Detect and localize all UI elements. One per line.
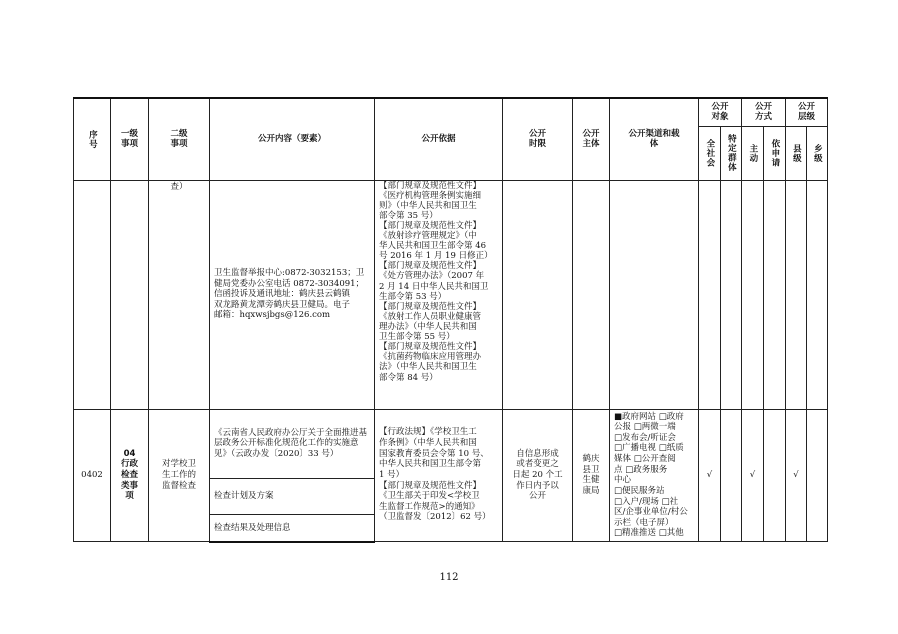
header-seq: 序号 xyxy=(74,98,111,180)
row2-object-all-check: √ xyxy=(699,409,721,542)
header-level1: 一级事项 xyxy=(111,98,149,180)
row1-object-special xyxy=(721,180,742,409)
row2-content-item-2: 检查计划及方案 xyxy=(210,478,375,515)
header-object-all: 全社会 xyxy=(699,126,721,180)
row1-time-limit xyxy=(503,180,573,409)
row2-channel: ■政府网站 □政府 公报 □两微一端 □发布会/听证会 □广播电视 □纸质 媒体 □公开查阅 点 □政务服务 中心 □便民服务站 □入户/现场 □社 区/企事业单位/村公 示栏（电子屏） □精准推送 □其他 xyxy=(610,409,699,542)
row2-content-item-1: 《云南省人民政府办公厅关于全面推进基层政务公开标准化规范化工作的实施意见》（云政办发〔2020〕33 号） xyxy=(210,409,375,478)
header-level-town: 乡级 xyxy=(807,126,828,180)
row2-content-item-3: 检查结果及处理信息 xyxy=(210,515,375,542)
row2-time-limit: 自信息形成 或者变更之 日起 20 个工 作日内予以 公开 xyxy=(503,409,573,542)
header-method-active: 主动 xyxy=(742,126,764,180)
row1-subject xyxy=(573,180,610,409)
page-number: 112 xyxy=(439,572,459,583)
disclosure-table xyxy=(73,97,828,543)
row2-level-town-check xyxy=(807,409,828,542)
header-level2: 二级事项 xyxy=(149,98,210,180)
header-method-apply: 依申请 xyxy=(764,126,786,180)
row2-level2: 对学校卫生工作的监督检查 xyxy=(149,409,210,542)
row1-level-county xyxy=(786,180,807,409)
row2-level1: 04 行政检查类事项 xyxy=(111,409,149,542)
row1-channel xyxy=(610,180,699,409)
header-object-special: 特定群体 xyxy=(721,126,742,180)
row1-basis: 【部门规章及规范性文件】 《医疗机构管理条例实施细 则》（中华人民共和国卫生 部令第 35 号） 【部门规章及规范性文件】 《放射诊疗管理规定》（中 华人民共和国卫生部令第 46 号 2016 年 1 月 19 日修正） 【部门规章及规范性文件】 《处方管理办法》（2007 年 2 月 14 日中华人民共和国卫 生部令第 53 号） 【部门规章及规范性文件】 《放射工作人员职业健康管 理办法》（中华人民共和国 卫生部令第 55 号） 【部门规章及规范性文件】 《抗菌药物临床应用管理办 法》（中华人民共和国卫生 部令第 84 号） xyxy=(375,180,503,409)
header-content: 公开内容（要素） xyxy=(210,98,375,180)
row1-method-active xyxy=(742,180,764,409)
row1-level2: 查） xyxy=(149,180,210,409)
header-time-limit: 公开时限 xyxy=(503,98,573,180)
row2-level-county-check: √ xyxy=(786,409,807,542)
header-channel: 公开渠道和载体 xyxy=(610,98,699,180)
row1-seq xyxy=(74,180,111,409)
table-row xyxy=(74,409,828,478)
row1-level-town xyxy=(807,180,828,409)
header-row-1 xyxy=(74,98,828,126)
table-row xyxy=(74,180,828,409)
row2-seq: 0402 xyxy=(74,409,111,542)
row1-content: 卫生监督举报中心:0872-3032153；卫 健局党委办公室电话 0872-3034091； 信函投诉及通讯地址：鹤庆县云鹤镇 双龙路黄龙潭旁鹤庆县卫健局。电子 邮箱：hqxwsjbgs@126.com xyxy=(210,180,375,409)
row1-object-all xyxy=(699,180,721,409)
row1-level1 xyxy=(111,180,149,409)
header-object-group: 公开对象 xyxy=(699,98,742,126)
header-subject: 公开主体 xyxy=(573,98,610,180)
header-level-county: 县级 xyxy=(786,126,807,180)
row2-subject: 鹤庆 县卫 生健 康局 xyxy=(573,409,610,542)
row2-object-special-check xyxy=(721,409,742,542)
row2-method-active-check: √ xyxy=(742,409,764,542)
header-method-group: 公开方式 xyxy=(742,98,786,126)
row1-method-apply xyxy=(764,180,786,409)
row2-method-apply-check xyxy=(764,409,786,542)
row2-basis: 【行政法规】《学校卫生工 作条例》（中华人民共和国 国家教育委员会令第 10 号、 中华人民共和国卫生部令第 1 号） 【部门规章及规范性文件】 《卫生部关于印发<学校卫 生监督工作规范>的通知》 （卫监督发〔2012〕62 号） xyxy=(375,409,503,542)
header-basis: 公开依据 xyxy=(375,98,503,180)
header-level-group: 公开层级 xyxy=(786,98,828,126)
